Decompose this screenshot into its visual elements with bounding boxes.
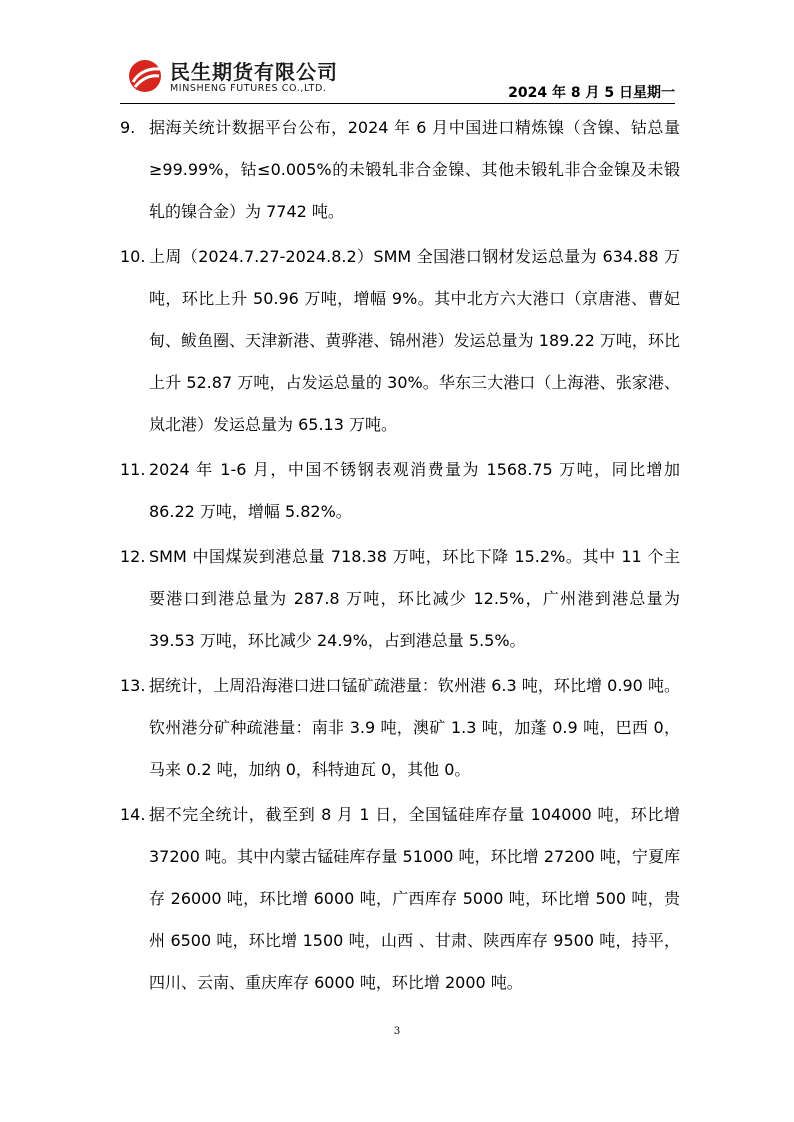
list-item bbox=[120, 794, 680, 1004]
item-number: 10. bbox=[120, 247, 146, 266]
minsheng-logo-icon bbox=[127, 58, 163, 94]
item-number: 13. bbox=[120, 676, 146, 695]
item-number: 9. bbox=[120, 118, 136, 137]
item-number: 11. bbox=[120, 460, 146, 479]
item-text: 据统计，上周沿海港口进口锰矿疏港量：钦州港 6.3 吨，环比增 0.90 吨。钦州港分矿种疏港量：南非 3.9 吨，澳矿 1.3 吨，加蓬 0.9 吨，巴西 0，马来 0.2 吨，加纳 0，科特迪瓦 0，其他 0。 bbox=[149, 676, 680, 779]
company-name-en: MINSHENG FUTURES CO.,LTD. bbox=[170, 83, 327, 94]
list-item bbox=[120, 107, 680, 233]
page-number: 3 bbox=[393, 1026, 401, 1037]
item-text: 上周（2024.7.27-2024.8.2）SMM 全国港口钢材发运总量为 634.88 万吨，环比上升 50.96 万吨，增幅 9%。其中北方六大港口（京唐港、曹妃甸、鲅鱼圈、天津新港、黄骅港、锦州港）发运总量为 189.22 万吨，环比上升 52.87 万吨，占发运总量的 30%。华东三大港口（上海港、张家港、岚北港）发运总量为 65.13 万吨。 bbox=[149, 247, 680, 434]
list-item bbox=[120, 236, 680, 446]
header-divider bbox=[120, 103, 675, 104]
item-text: 据海关统计数据平台公布，2024 年 6 月中国进口精炼镍（含镍、钴总量≥99.99%，钴≤0.005%的未锻轧非合金镍、其他未锻轧非合金镍及未锻轧的镍合金）为 7742 吨。 bbox=[149, 118, 680, 221]
list-item bbox=[120, 536, 680, 662]
news-list bbox=[120, 107, 680, 1007]
list-item bbox=[120, 665, 680, 791]
item-number: 12. bbox=[120, 547, 146, 566]
list-item bbox=[120, 449, 680, 533]
page-header bbox=[120, 52, 675, 104]
item-text: 2024 年 1-6 月，中国不锈钢表观消费量为 1568.75 万吨，同比增加 86.22 万吨，增幅 5.82%。 bbox=[149, 460, 680, 521]
company-logo bbox=[127, 54, 367, 100]
item-number: 14. bbox=[120, 805, 146, 824]
report-date: 2024 年 8 月 5 日星期一 bbox=[508, 85, 675, 101]
item-text: 据不完全统计，截至到 8 月 1 日，全国锰硅库存量 104000 吨，环比增 37200 吨。其中内蒙古锰硅库存量 51000 吨，环比增 27200 吨，宁夏库存 26000 吨，环比增 6000 吨，广西库存 5000 吨，环比增 500 吨，贵州 6500 吨，环比增 1500 吨，山西 、甘肃、陕西库存 9500 吨，持平，四川、云南、重庆库存 6000 吨，环比增 2000 吨。 bbox=[149, 805, 680, 992]
company-name-cn: 民生期货有限公司 bbox=[170, 60, 338, 84]
item-text: SMM 中国煤炭到港总量 718.38 万吨，环比下降 15.2%。其中 11 个主要港口到港总量为 287.8 万吨，环比减少 12.5%，广州港到港总量为 39.53 万吨，环比减少 24.9%，占到港总量 5.5%。 bbox=[149, 547, 680, 650]
